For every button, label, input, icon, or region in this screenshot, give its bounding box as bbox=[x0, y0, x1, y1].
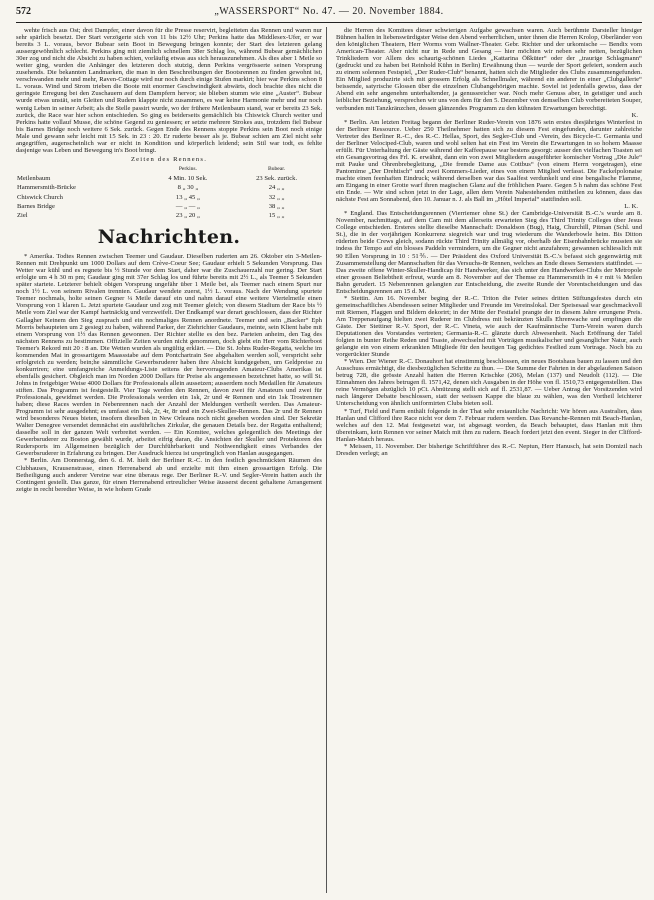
left-column bbox=[16, 27, 322, 895]
page-header bbox=[16, 6, 642, 23]
bubear-cell: 38 „ „ bbox=[268, 202, 285, 210]
col-head-bubear: Bubear. bbox=[267, 165, 286, 172]
bubear-cell: 23 Sek. zurück. bbox=[256, 175, 298, 183]
table-row bbox=[16, 183, 322, 192]
running-head: „WASSERSPORT“ No. 47. — 20. November 1884. bbox=[214, 6, 444, 17]
col-head-perkins: Perkins. bbox=[178, 165, 197, 172]
perkins-cell: 4 Min. 10 Sek. bbox=[168, 175, 208, 183]
column-divider bbox=[326, 27, 327, 893]
perkins-cell: 23 „ 20 „ bbox=[175, 211, 200, 219]
news-berlin-2: * Berlin. Am letzten Freitag begann der Berliner Ruder-Verein von 1876 sein erstes diesjähriges Winterfest in der Berliner Ressource. Ueber 250 Theilnehmer hatten sich zu diesem Fest eingefunden, darunter zahlreiche Vertreter des Berliner R.-C., des R.-C. Hellas, Sport, des Segler-Club und -Verein, des Bicycle-C. Germania und der Berliner Velociped-Club, waren und wohl selten hat ein Fest im Verein die Erwartungen in so hohem Maasse erfüllt. Für Unterhaltung der Gäste während der Kaffeepause war bestens gesorgt: ausser den vielfachen Toasten sei ein Gesangsvortrag des Frl. K. erwähnt, dann ein von zwei Mitgliedern ausgeführter komischer Vortrag „Die Jule“ mit Pauke und Ohrenbrebegleitung, „Die fremde Dame aus Cottbus“ (von einem Herrn vorgetragen), eine Pantomime „Der Drehtisch“ und zwei Kommers-Lieder, eines von einem Mitglied verfasst. Die Fackelpolonaise machte einen feenhaften Eindruck; während derselben war das Saalfest verdunkelt und eine bengalische Flamme, am Eingang in einer Grotte warf ihren magischen Glanz auf die fröhlichen Paare. Gegen 5 h nahm das schöne Fest ein Ende. — Wir sind schon jetzt in der Lage, allen dem Verein Nahestehenden mittheilen zu können, dass das nächste Fest am Sonnabend, den 10. Januar n. J. als Ball im „Hôtel Imperial“ stattfinden soll. bbox=[336, 118, 642, 204]
place-cell: Hammersmith-Brücke bbox=[17, 184, 76, 192]
place-cell: Chiswick Church bbox=[17, 193, 63, 201]
place-cell: Ziel bbox=[17, 211, 28, 219]
bubear-cell: 15 „ „ bbox=[268, 211, 285, 219]
signature: K. bbox=[631, 111, 638, 119]
table-row bbox=[16, 193, 322, 202]
news-meissen: * Meissen, 11. November. Der bisherige Schriftführer des R.-C. Neptun, Herr Hanusch, hat sein Domizil nach Dresden verlegt; an bbox=[336, 442, 642, 457]
news-england: * England. Das Entscheidungsrennen (Vierriemer ohne St.) der Cambridge-Universität B.-C.'s wurde am 8. November, nachmittags, auf dem Cam mit dem allerseits erwarteten Sieg des Third Trinity Colleges über Jesus College entschieden. Ersteres stellte dieselbe Mannschaft: Donaldson (Bug), Haig, Churchill, Pitman (Schl. und St.), die in der vorjährigen Konkurrenz siegreich war und trug wiederum die Wanderbowle heim. Bis Ditton rüderten beide Crews gleich, sodann rückte Third Trinity allmälig vor, oberhalb der Eisenbahnbrücke mussten sie indess ihr Tempo auf ein blosses Paddeln vermindern, um die Gegner nicht anzufahren; gewannen schliesslich mit 90 Ellen Vorsprung in 10 : 51⅗. — Der Präsident des Oxford Universität B.-C.'s befasst sich gegenwärtig mit Zusammenstellung der Mannschaften für das Versuchs-8r Rennen, welches an Ende dieses Semesters stattfindet. — Das zweite offene Winter-Skuller-Handicap für Handwerker, das sich unter den Handwerker-Clubs der Metropole einer grossen Beliebtheit erfreut, wurde am 8. November auf der Themse zu Hammersmith in 4 r mit ¼ Meilen Bahn gerudert. 15 Nebenrennen gelangten zur Entscheidung, die zweite Runde der Vorentscheidungen und das Entscheidungsrennen am 15 d. M. bbox=[336, 210, 642, 295]
race-report: wehte frisch aus Ost; drei Dampfer, einer davon für die Presse reservirt, begleiteten das Rennen und waren nur sehr spärlich besetzt. Der Start verzögerte sich von 11 bis 12½ Uhr; Perkins hatte das Middlesex-Ufer, er war bereits 3 L. voraus, bevor Bubear sein Boot in Bewegung bringen konnte; der Start des letzteren gelang aussergewöhnlich schlecht. Perkins ging mit ziemlich schnellem 38er Schlag los, während Bubear gemächlichen 30er zog und nicht die Absicht zu haben schien, vorläufig etwas aus sich herauszunehmen. Als dies aber 1 Meile so weiter ging, wurden die Anhänger des letzteren doch stutzig, denn Perkins vergrösserte seinen Vorsprung zusehends. Die bekannten Landmarken, die man in den Beschreibungen der Bootsrennen zu finden gewohnt ist, verschwanden mehr und mehr, Raven-Cottage wird nur noch durch einige Stufen markirt; hier war Perkins schon 8 L. voraus. Wind und Strom trieben die Boote mit enormer Geschwindigkeit abwärts, doch brachte dies nicht die geringste Erregung bei den Zuschauern auf dem Dampfern hervor; sie blieben stumm wie eine „Auster“. Bubear wurde etwas unstät, sein Gleiten und Rudern klappte nicht zusammen, es war keine Harmonie mehr und nur noch wenig Leben in seiner Arbeit; als die Stelle passirt wurde, wo der frühere Meilenbaum stand, war er bereits 23 Sek. zurück, die Race war hier schon entschieden. So ging es beiderseits gemächlich bis Chiswick Church weiter und Perkins hatte vollauf Musse, die schöne Gegend zu geniessen; er setzte mehrere Strokes aus, trotzdem fiel Bubear bis Barnes Bridge noch weitere 6 Sek. zurück. Gegen Ende des Rennens stoppte Perkins sein Boot noch einige Male und gewann sehr leicht mit 15 Sek. in 23 : 20. Er ruderte besser als je. Bubear schien am Ziel nicht sehr angegriffen, augenscheinlich war er nicht in Kondition und körperlich leidend; sein Stil war todt, es fehlte dasjenige was Leben und Bewegung in's Boot bringt. bbox=[16, 27, 322, 154]
right-column bbox=[336, 27, 642, 895]
table-row bbox=[16, 211, 322, 220]
race-times-table bbox=[16, 165, 322, 220]
section-heading: Nachrichten. bbox=[97, 226, 241, 249]
signature: L. K. bbox=[624, 203, 638, 211]
bubear-cell: 32 „ „ bbox=[268, 193, 285, 201]
place-cell: Meilenbaum bbox=[17, 175, 51, 183]
news-berlin-1: * Berlin. Am Donnerstag, den 6. d. M. hielt der Berliner R.-C. in den festlich geschmückten Räumen des Clubhauses, Krausenstrasse, einen Herrenabend ab und erzielte mit ihm einen grossartigen Erfolg. Die Betheiligung auch anderer Vereine war eine überaus rege. Der Berliner R.-V. und Segler-Verein hatten auch ihr Contingent gestellt. Das ganze, für einen Herrenabend ertreulicher Weise äusserst decent gehaltene Arrangement zeigte in recht beredter Weise, in wie hohem Grade bbox=[16, 457, 322, 493]
place-cell: Barnes Bridge bbox=[17, 202, 55, 210]
news-berlin-1-cont: die Herren des Komitees dieser schwierigen Aufgabe gewachsen waren. Auch berühmte Darsteller hiesiger Bühnen halfen in liebenswürdigster Weise den Abend verherrlichen, unter ihnen die Herren Krolop, Oberländer von den königlichen Theatern, Herr Worms vom Wallner-Theater. Gebr. Richter und der urkomische — Bendix vom American-Theater. Aber nicht nur in Rede und Gesang — hier möchten wir neben sehr netten, bezüglichen Trinkliedern vor Allem des schaurig-schönen Liedes „Kattarina Ößküter“ oder der „traurige Schlagmann“ (gedruckt und zu haben bei Reinhold Kühn in Berlin) Erwähnung thun — wurde der Sport gefeiert, sondern auch zu einem solennen Festspiel, „Der Ruder-Club“ benannt, hatten sich die Mitglieder des Clubs zusammengefunden. Ein Mitglied produzirte sich mit grossem Erfolg als Schnellmaler, während ein anderer in einer „Clubgallerie“ beissende, satyrische Glossen über die einzelnen Clubangehörigen machte. Soviel ist jedenfalls gewiss, dass der Abend ein sehr angenehm unterhaltender, ja genussreicher war. Noch mehr Genuss aber, in geistiger und auch leiblicher Beziehung, versprechen wir uns von dem für den 5. Dezember von demselben Club vorbereiteten Souper, verbunden mit Tanzkränzchen, dessen glänzendes Programm zu den kühnsten Erwartungen berechtigt. bbox=[336, 27, 642, 112]
news-wien: * Wien. Der Wiener R.-C. Donauhort hat einstimmig beschlossen, ein neues Bootshaus bauen zu lassen und den Ausschuss ermächtigt, die diesbezüglichen Schritte zu thun. — Die Summe der Fahrten in der abgelaufenen Saison betrug 728, die grösste Anzahl hatten die Herren Krischke (206), Melan (137) und Neudolt (112). — Die Einnahmen des Jahres betrugen fl. 1571,42, denen sich Ausgaben in der Höhe von fl. 1510,73 entgegenstellten. Das reine Vermögen abzüglich 10 pCt. Abnützung stellt sich auf fl. 2531,87. — Ueber Antrag der Vorsitzenden wird nach längerer Debatte beschlossen, statt der weissen Kappe die blaue zu wählen, was den Vortheil leichterer Unterscheidung von ähnlich uniformirten Clubs bieten soll. bbox=[336, 358, 642, 408]
table-row bbox=[16, 174, 322, 183]
perkins-cell: 8 „ 30 „ bbox=[177, 184, 199, 192]
news-stettin: * Stettin. Am 16. November beging der R.-C. Triton die Feier seines dritten Stiftungsfestes durch ein gemeinschaftliches Abendessen seiner Mitglieder und Freunde im Vereinslokal. Der Speisesaal war geschmackvoll mit Riemen, Flaggen und Bildern dekorirt; in der Mitte der Festtafel prangte der in diesem Jahre errungene Preis. Am Treppenaufgang hielten zwei Ruderer im Clubdress mit bekränzten Skulls Ehrenwache und empfingen die Gäste. Der Stettiner R.-V. Sport, der R.-C. Vineta, wie auch der Kaufmännische Turn-Verein waren durch Deputationen des Vorstandes vertreten; Germania-R.-C. glänzte durch Abwesenheit. Nach Eröffnung der Tafel folgten in bunter Reihe Reden und Toaste, abwechselnd mit Vorträgen musikalischer und gesanglicher Natur, auch gelangte ein von einem erkrankten Mitgliede für den heutigen Tag gedichtes Festlied zum Vortrage. Noch bis zu vorgerückter Stunde bbox=[336, 294, 642, 359]
table-row bbox=[16, 202, 322, 211]
page-number: 572 bbox=[16, 6, 31, 17]
news-turf-field-farm: * Turf, Field und Farm enthält folgende in der That sehr erstaunliche Nachricht: Wir hören aus Australien, dass Hanlan und Clifford ihre Race nicht vor dem 7. Februar rudern werden. Das Revanche-Rennen mit Beach-Hanlan, welches auf den 12. Mai festgesetzt war, ist abgesagt worden, da Beach behauptet, dass Hanlan mit ihm übereinkam, kein Rennen vor seiner Match mit ihm zu rudern. Beach fordert jetzt den event. Sieger in der Clifford-Hanlan-Match heraus. bbox=[336, 407, 642, 443]
perkins-cell: — „ — „ bbox=[175, 202, 200, 210]
bubear-cell: 24 „ „ bbox=[268, 184, 285, 192]
perkins-cell: 13 „ 45 „ bbox=[175, 193, 200, 201]
race-times-title: Zeiten des Rennens. bbox=[130, 155, 208, 163]
news-amerika: * Amerika. Todtes Rennen zwischen Teemer und Gaudaur. Dieselben ruderten am 26. Oktober ein 3-Meilen-Rennen mit Drehpunkt um 1000 Dollars auf dem Crève-Coeur See; Gaudaur erhielt 5 Sekunden Vorsprung. Das Wetter war kühl und es regnete bis ½ Stunde vor dem Start, daher war die Zuschauerzahl nur gering. Der Start erfolgte um 4 h 30 m pm; Gaudaur ging mit 37er Schlag los und führte bereits mit 2½ L., als Teemer 5 Sekunden später startete. Letzterer behielt obigen Vorsprung ungefähr über 1 Meile bei, als Teemer nach einem Spurt nur noch 1½ L. von seinem Rivalen trennten. Gaudaur wendete zuerst, 1½ L. voraus. Nach der Wendung spurtete Teemer nochmals, holte seinen Gegner ¼ Meile darauf ein und nahm darauf eine weitere Viertelmeile einen Vorsprung von 1 klaren L. Jetzt spurtete Gaudaur und zog mit Teemer gleich; von diesem Stadium der Race bis ½ Meile vom Ziel war der Kampf hartnäckig und verzweifelt. Der Endkampf war derart geschlossen, dass der Richter Gallagher Keinem den Sieg zusprach und ein nochmaliges Rennen anordnete. Teemer und sein „Backer“ Eph Morris behaupteten um 2 gesiegt zu haben, während Parker, der Ziehrichter Gaudaurs, meinte, sein Klient habe mit einem Vorsprung von 1½ das Rennen gewonnen. Der Richter stellte es den bez. Parteien anheim, den Tag des nächsten Rennens zu bestimmen. Offizielle Zeiten wurden nicht genommen, doch giebt ein Herr vom Richterboot Teemer's Rekord mit 20 : 8 an. Die Wetten wurden als ungültig erklärt. — Die St. Johns Ruder-Regatta, welche im kommenden Mai in grossartigem Maassstabe auf dem Pontchartrain See abgehalten werden soll, verspricht sehr erfolgreich zu werden; bein;he sämmtliche Gewerbsruderer haben ihre Absicht kundgegeben, um Geldpreise zu konkurriren; eine umfangreiche Anmeldungs-Liste seitens der hervorragenden Amateur-Clubs Amerikas ist ebenfalls gesichert. Obgleich man im Norden 2000 Dollars für Preise als angemessen bezeichnet hatte, so will St. Johns in freigebiger Weise 4000 Dollars für Professionals allein aussetzen; ausserdem noch Medaillen für Amateurs stiften. Das Programm ist festgestellt. Vier Tage werden den Rennen, davon zwei für Amateurs und zwei für Professionals, gewidmet werden. Die Professionals werden ein 1sk, 2r und 4r Rennen und ein 1sk Trostrennen haben; diese Races werden in Nebenrennen nach der Anzahl der Meldungen vertheilt werden. Das Amateur-Programm ist sehr ausgedehnt; es umfasst ein 1sk, 2r, 4r, 8r und ein Zwei-Skuller-Rennen. Das 2r und 8r Rennen wird besonderes Neues bieten, insofern dieselben in New Orleans noch nicht gesehen worden sind. Der Sekretär Walter Denegree versendet demnächst ein ausführliches Zirkular, die genauen Details bez. der Regatta enthaltend; dasselbe soll in der ganzen Welt verbreitet werden. — Ein Komitee, welches gelegentlich des Meetings der Gewerbsruderer zu Boston gewählt wurde, arbeitet eifrig daran, die Ansichten der Skuller und Protektoren des Rudersports im Allgemeinen bezüglich der Durchführbarkeit und Nothwendigkeit eines Verbandes der Gewerbsruderer in Erfahrung zu bringen. Der Ausdruck hierzu ist ursprünglich von Hanlan ausgegangen. bbox=[16, 253, 322, 458]
